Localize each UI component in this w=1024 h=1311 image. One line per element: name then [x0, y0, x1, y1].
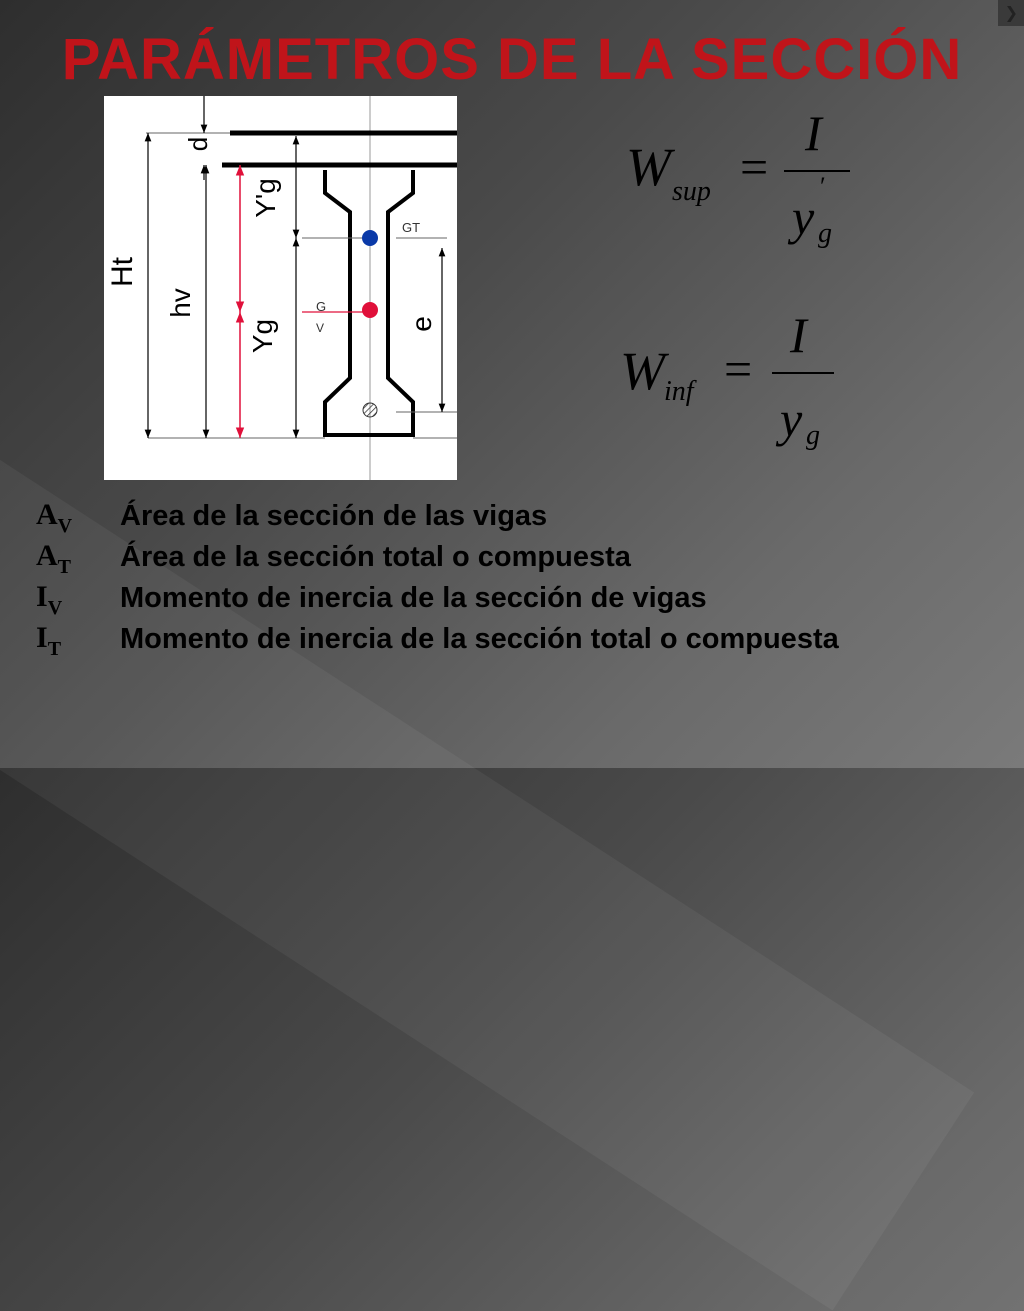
label-gv-g: G [316, 299, 327, 314]
w-sup-prime: ′ [820, 172, 826, 201]
label-e: e [406, 316, 437, 332]
legend-symbol: $A_V$ [36, 498, 73, 537]
w-inf-equals: = [724, 341, 753, 397]
w-inf-numerator: I [790, 307, 807, 363]
legend-symbol: $A_T$ [36, 539, 72, 578]
legend-row [36, 498, 996, 539]
label-ht: Ht [106, 257, 139, 287]
w-sup-symbol: W [626, 137, 671, 197]
chevron-right-icon: ❯ [1004, 3, 1018, 22]
legend-row [36, 539, 996, 580]
gv-point [362, 302, 378, 318]
next-slide-chevron[interactable] [998, 0, 1024, 26]
tendon-point [363, 403, 377, 417]
label-gv-v: V [316, 321, 325, 335]
legend-description: Área de la sección total o compuesta [120, 541, 631, 573]
symbol-legend [36, 498, 996, 662]
w-sup-equals: = [740, 139, 769, 195]
label-hv: hv [165, 288, 196, 318]
legend-symbol: $I_V$ [36, 580, 63, 619]
w-inf-denominator: y [780, 391, 803, 447]
w-inf-subscript: inf [664, 376, 694, 407]
legend-symbol: $I_T$ [36, 621, 62, 660]
legend-description: Área de la sección de las vigas [120, 500, 548, 532]
legend-description: Momento de inercia de la sección total o compuesta [120, 623, 839, 655]
page-title: PARÁMETROS DE LA SECCIÓN [61, 27, 963, 92]
w-inf-denominator-sub: g [806, 420, 820, 451]
w-sup-fraction-bar [784, 170, 850, 172]
w-sup-denominator: y [792, 189, 815, 245]
legend-description: Momento de inercia de la sección de vigas [120, 582, 707, 614]
w-inf-symbol: W [620, 341, 665, 401]
label-gt: GT [402, 220, 421, 235]
gt-point [362, 230, 378, 246]
section-diagram [104, 96, 457, 480]
legend-row [36, 580, 996, 621]
w-sup-subscript: sup [672, 176, 711, 207]
label-d: d [183, 136, 213, 152]
legend-row [36, 621, 996, 662]
label-ypg: Y'g [250, 178, 281, 218]
w-sup-denominator-sub: g [818, 218, 832, 249]
w-sup-numerator: I [805, 105, 822, 161]
label-yg: Yg [247, 318, 278, 354]
w-inf-fraction-bar [772, 372, 834, 374]
